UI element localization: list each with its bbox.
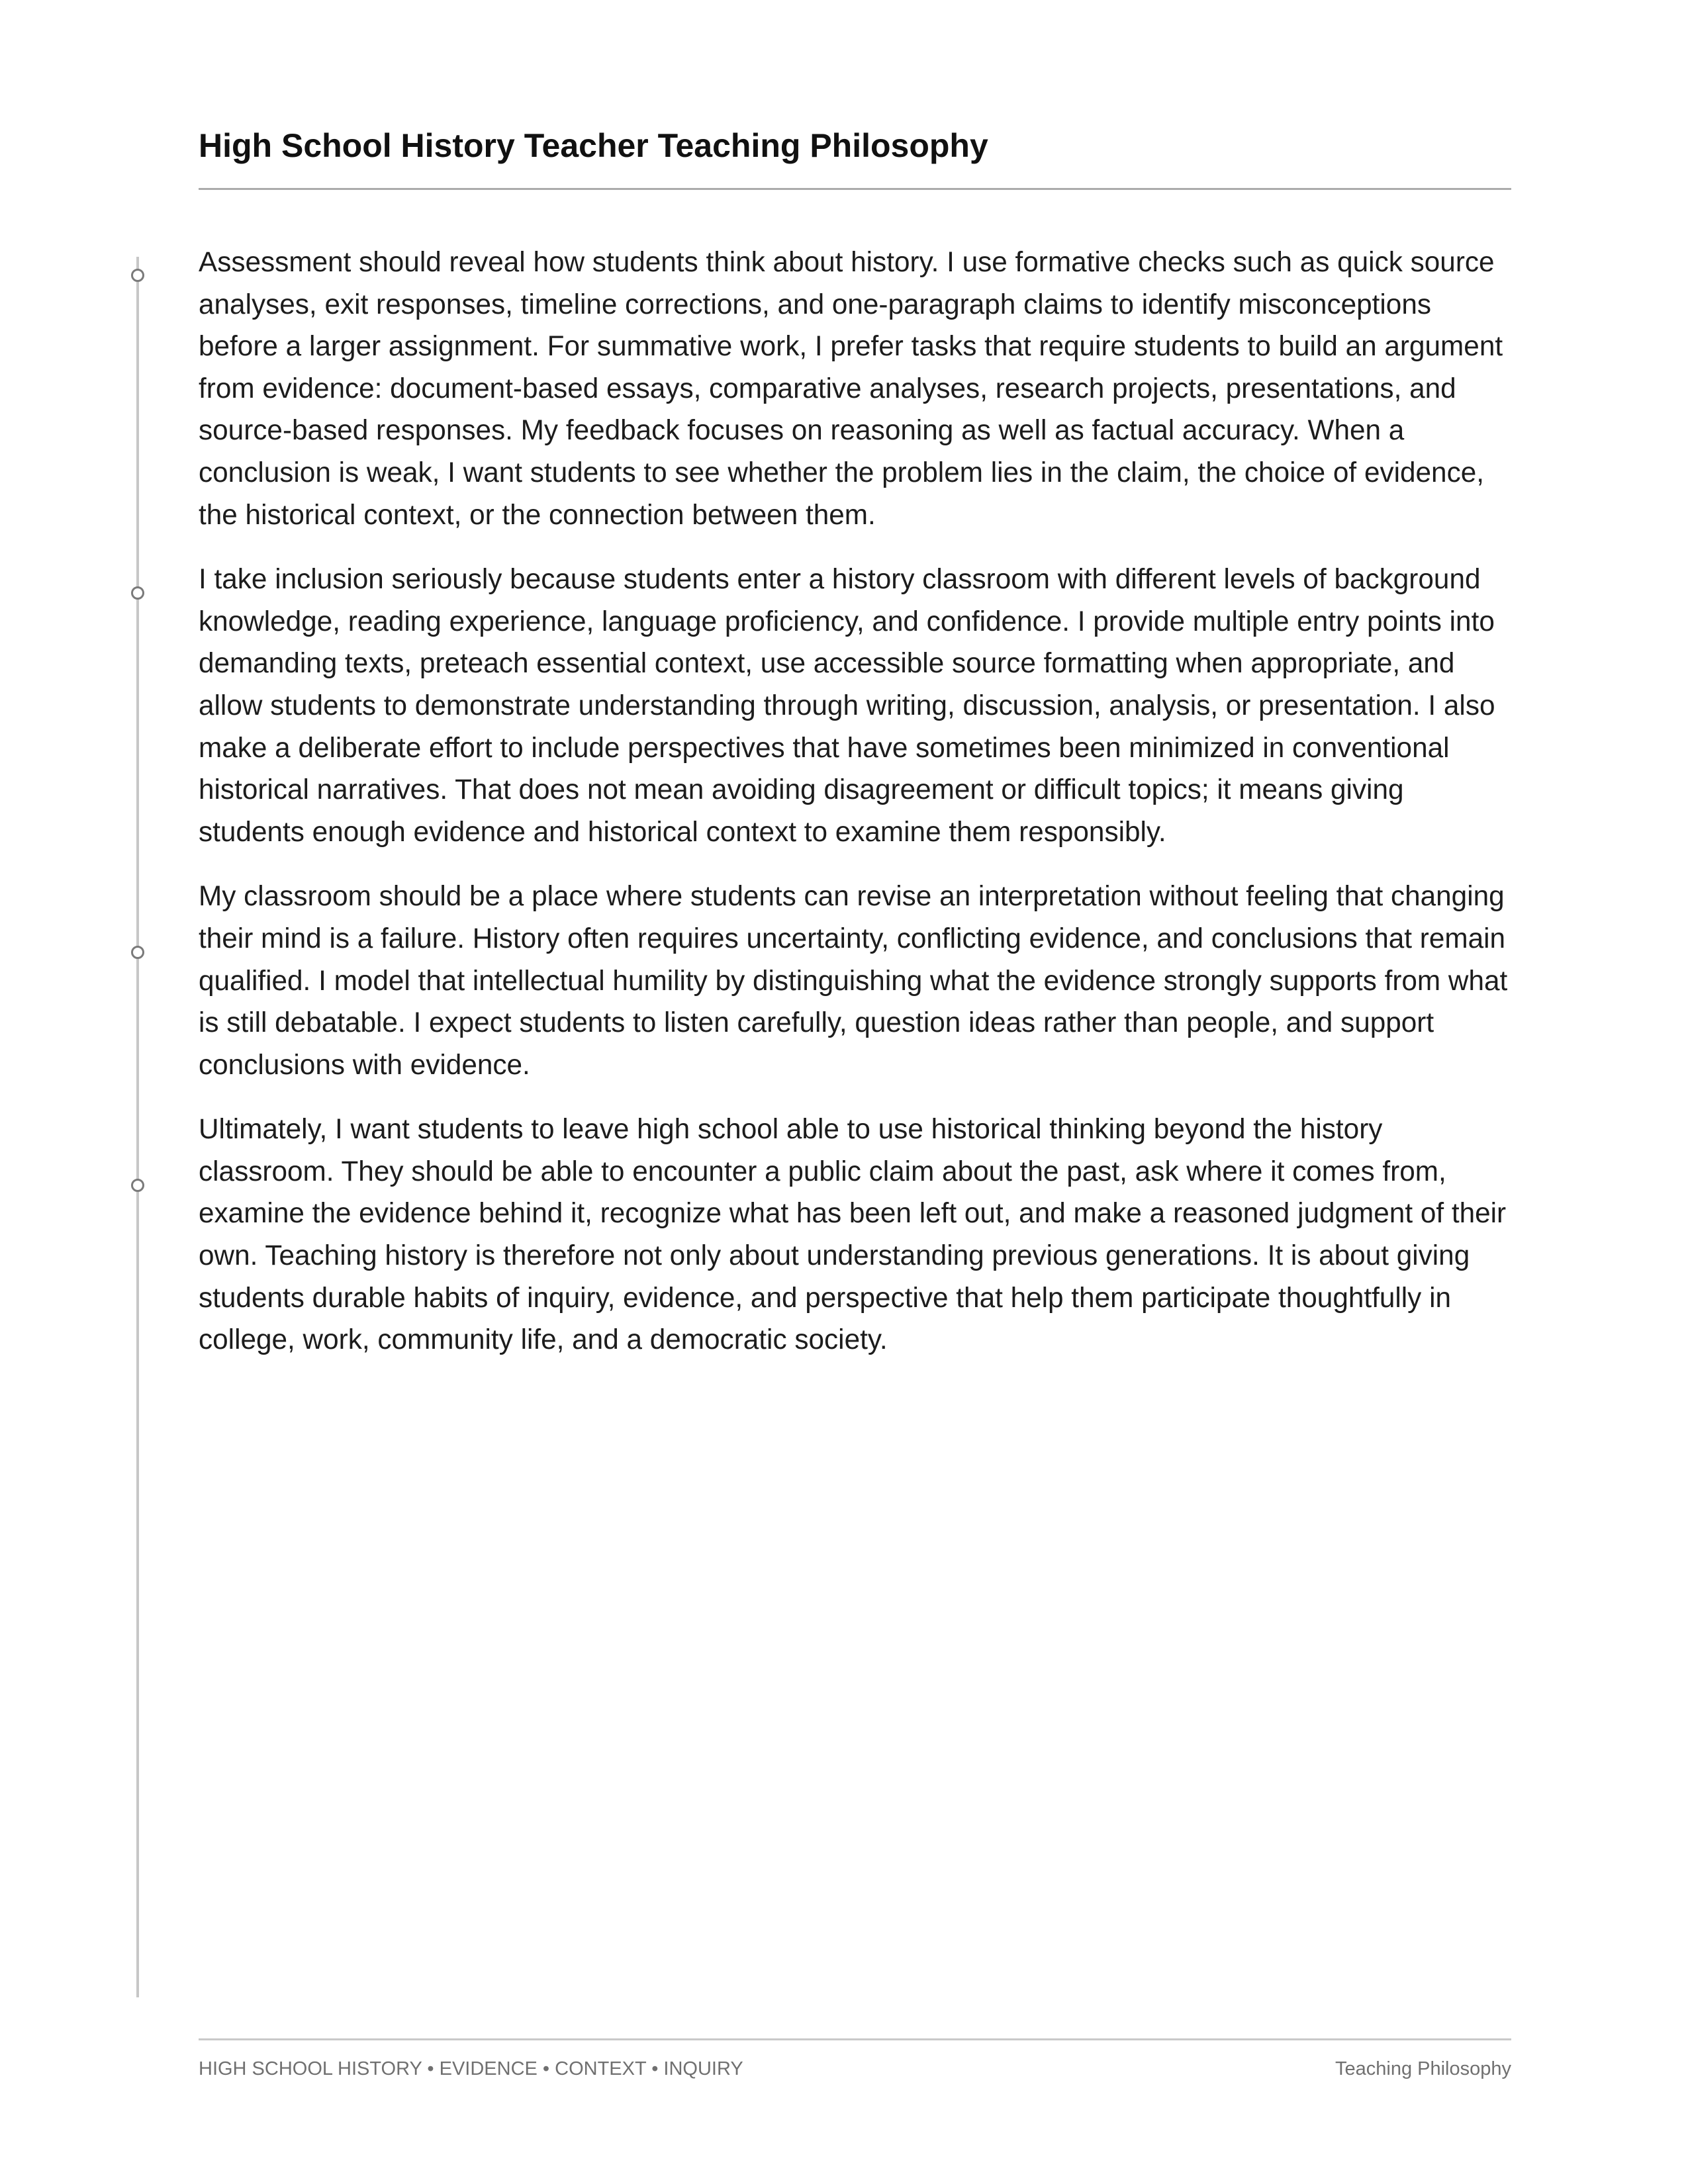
document-body xyxy=(199,241,1516,1383)
paragraph-conclusion: Ultimately, I want students to leave high school able to use historical thinking beyond the history classroom. They should be able to encounter a public claim about the past, ask where it comes from, examine the evidence behind it, recognize what has been left out, and make a reasoned judgment of their own. Teaching history is therefore not only about understanding previous generations. It is about giving students durable habits of inquiry, evidence, and perspective that help them participate thoughtfully in college, work, community life, and a democratic society. xyxy=(199,1113,1507,1355)
footer-title: Teaching Philosophy xyxy=(1335,2058,1511,2079)
title-divider xyxy=(199,188,1511,190)
page-title: High School History Teacher Teaching Philosophy xyxy=(199,127,988,164)
timeline-line xyxy=(136,257,139,1997)
footer-tagline: HIGH SCHOOL HISTORY • EVIDENCE • CONTEXT • INQUIRY xyxy=(199,2058,743,2079)
footer-divider xyxy=(199,2038,1511,2040)
paragraph-assessment: Assessment should reveal how students think about history. I use formative checks such as quick source analyses, exit responses, timeline corrections, and one-paragraph claims to identify misconceptions before a larger assignment. For summative work, I prefer tasks that require students to build an argument from evidence: document-based essays, comparative analyses, research projects, presentations, and source-based responses. My feedback focuses on reasoning as well as factual accuracy. When a conclusion is weak, I want students to see whether the problem lies in the claim, the choice of evidence, the historical context, or the connection between them. xyxy=(199,246,1503,530)
timeline-node-2 xyxy=(131,586,144,600)
timeline-node-1 xyxy=(131,269,144,282)
paragraph-classroom: My classroom should be a place where students can revise an interpretation without feeling that changing their mind is a failure. History often requires uncertainty, conflicting evidence, and conclusions that remain qualified. I model that intellectual humility by distinguishing what the evidence strongly supports from what is still debatable. I expect students to listen carefully, question ideas rather than people, and support conclusions with evidence. xyxy=(199,880,1508,1080)
timeline-node-4 xyxy=(131,1179,144,1192)
paragraph-inclusion: I take inclusion seriously because students enter a history classroom with different levels of background knowledge, reading experience, language proficiency, and confidence. I provide multiple entry points into demanding texts, preteach essential context, use accessible source formatting when appropriate, and allow students to demonstrate understanding through writing, discussion, analysis, or presentation. I also make a deliberate effort to include perspectives that have sometimes been minimized in conventional historical narratives. That does not mean avoiding disagreement or difficult topics; it means giving students enough evidence and historical context to examine them responsibly. xyxy=(199,563,1495,847)
timeline-node-3 xyxy=(131,946,144,959)
